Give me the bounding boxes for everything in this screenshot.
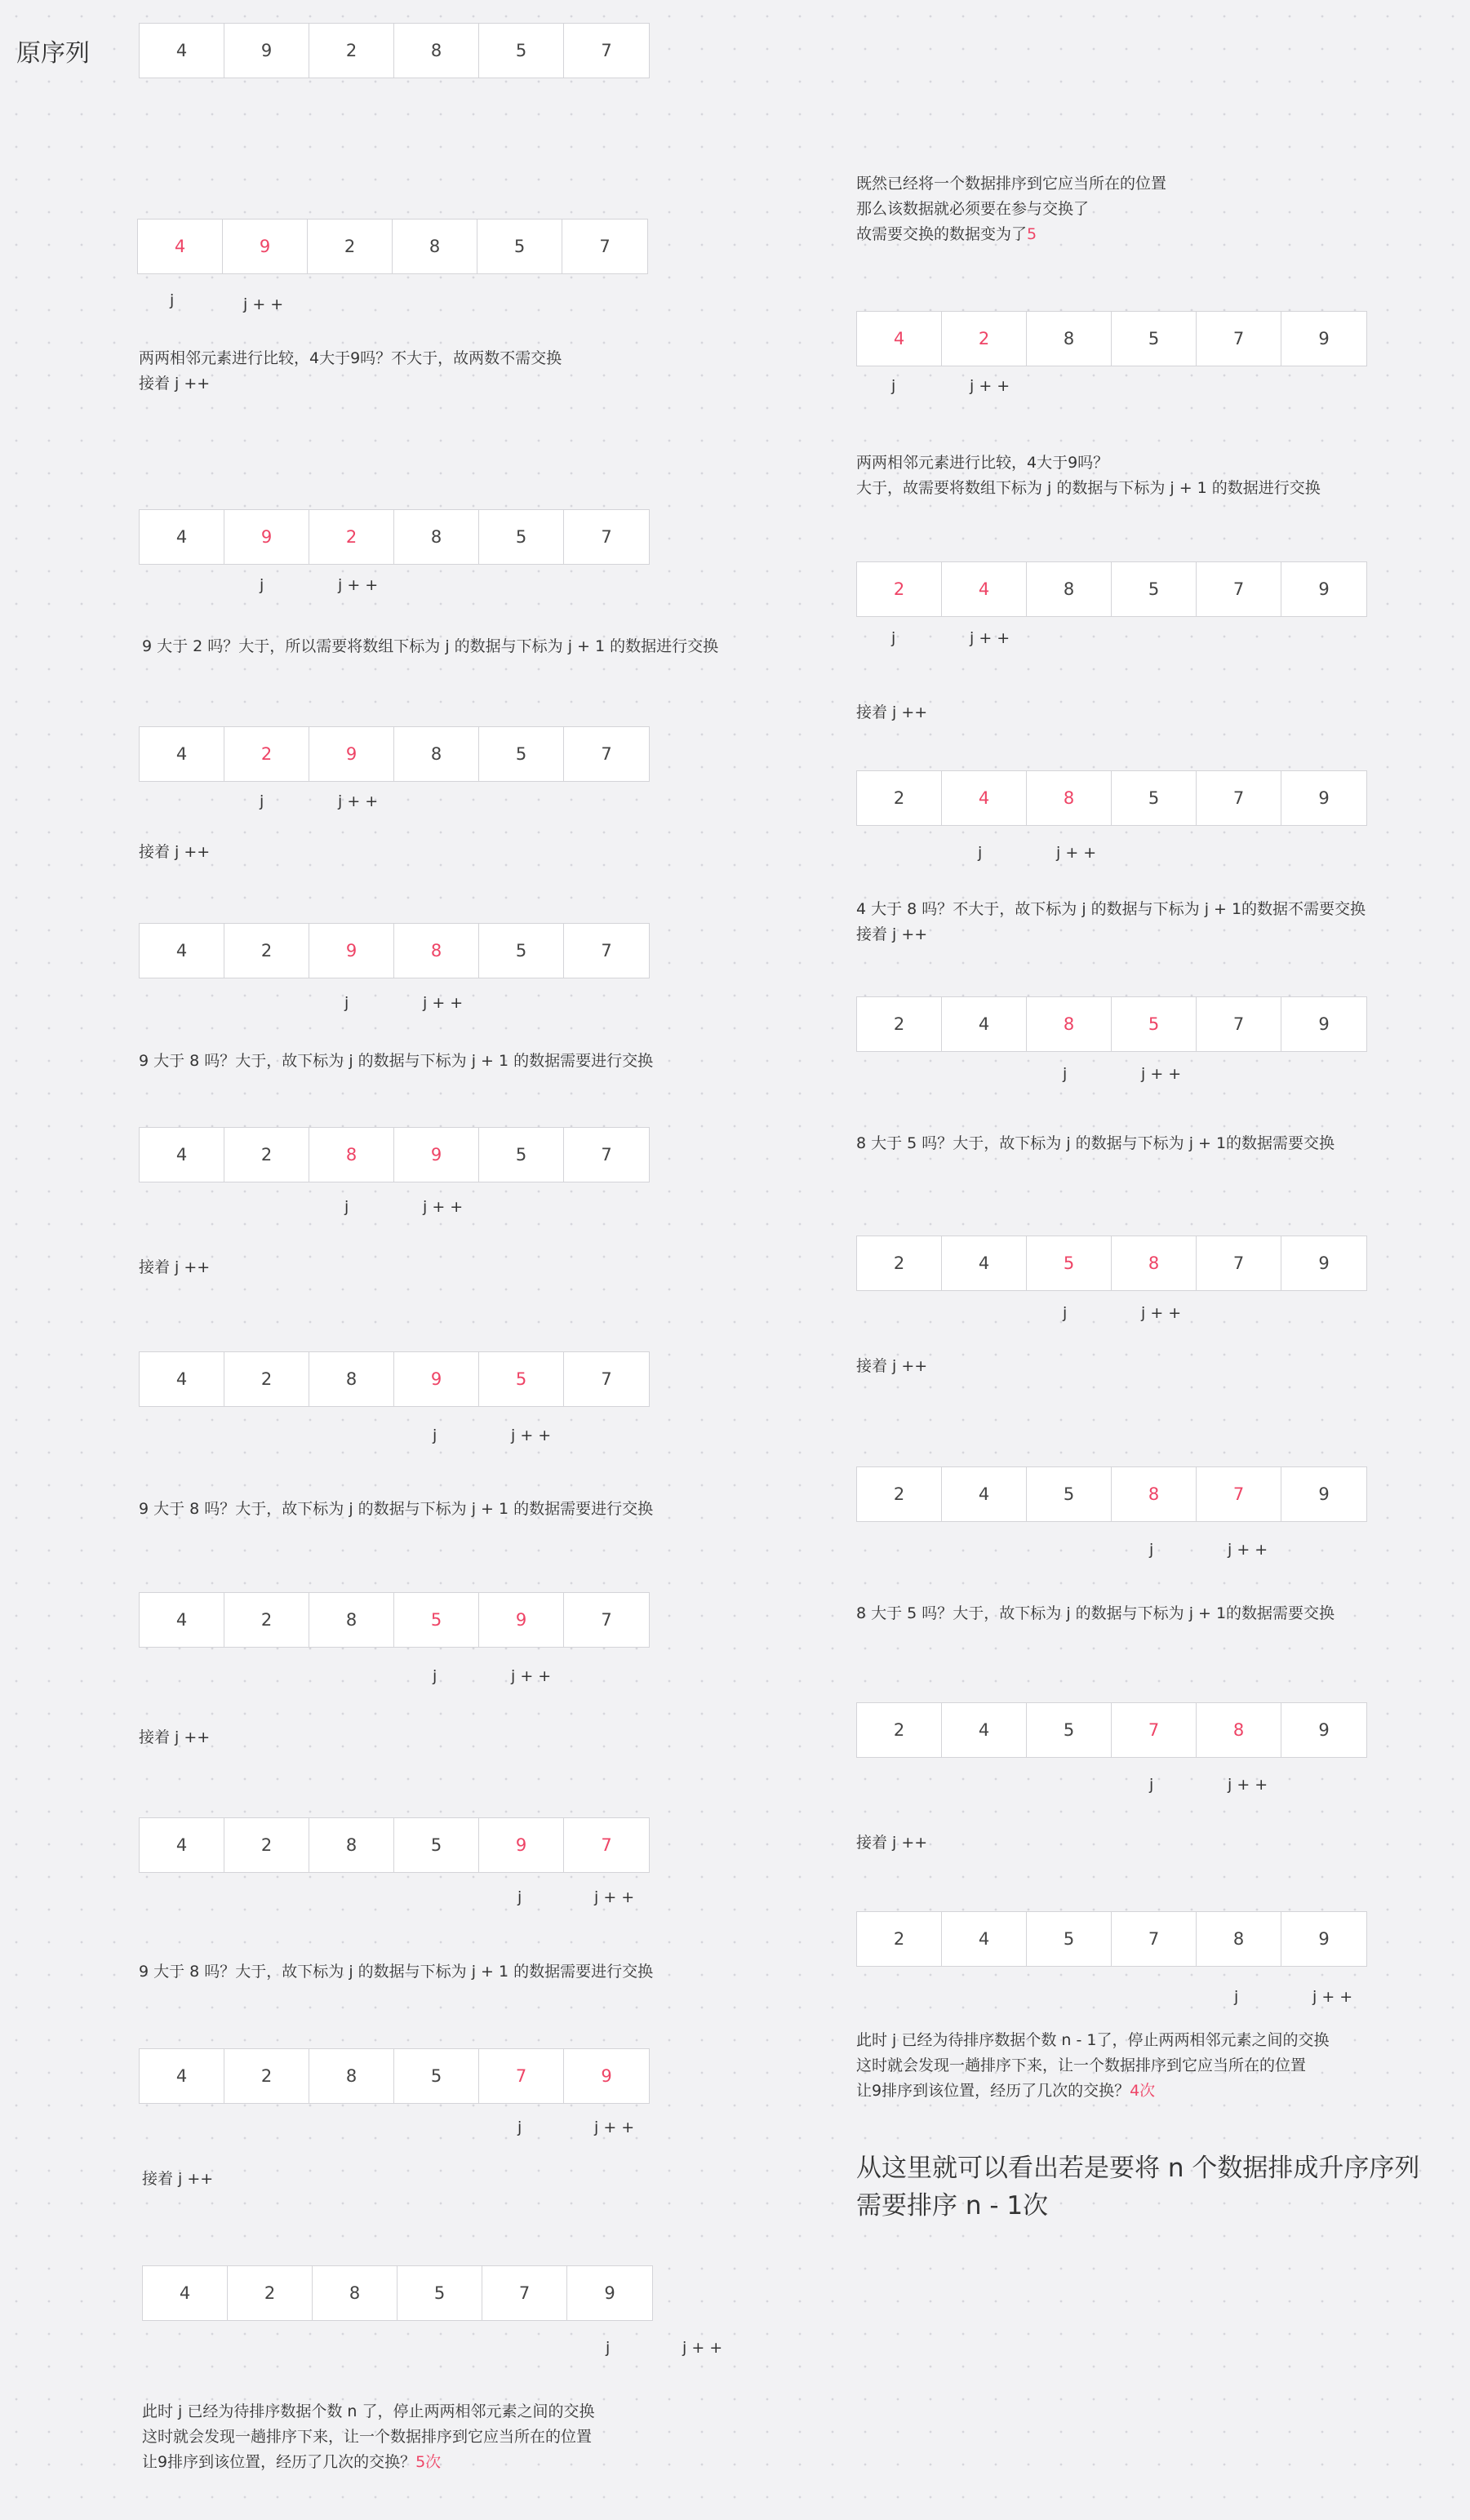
array-cell: 9 xyxy=(604,2283,615,2303)
array-cell: 8 xyxy=(309,2049,394,2103)
array-cell: 9 xyxy=(1318,579,1330,599)
array-cell: 8 xyxy=(1197,1703,1281,1757)
j-plus-plus-pointer: j + + xyxy=(682,2339,723,2357)
array-cell: 9 xyxy=(601,2066,612,2086)
array-cell: 5 xyxy=(397,2266,482,2320)
array-cell: 5 xyxy=(1112,771,1197,825)
array-cell: 7 xyxy=(599,237,611,256)
step-note: 8 大于 5 吗？大于，故下标为 j 的数据与下标为 j + 1的数据需要交换 xyxy=(856,1134,1335,1152)
array-cell: 8 xyxy=(1112,1467,1197,1521)
array-cell: 9 xyxy=(224,510,309,564)
array-cell: 8 xyxy=(309,1128,394,1182)
array-cell: 5 xyxy=(479,924,564,978)
array-cell: 2 xyxy=(857,771,942,825)
summary-note: 此时 j 已经为待排序数据个数 n 了，停止两两相邻元素之间的交换 这时就会发现一趟排序下来，让一个数据排序到它应当所在的位置 让9排序到该位置，经历了几次的交换？5次 xyxy=(142,2402,595,2471)
array-cell: 5 xyxy=(479,727,564,781)
j-pointer: j xyxy=(260,792,264,810)
array-cell: 4 xyxy=(140,1128,224,1182)
array-cell: 4 xyxy=(140,2049,224,2103)
array-cell: 8 xyxy=(1197,1912,1281,1966)
array-cell: 8 xyxy=(309,1818,394,1872)
array-cell: 8 xyxy=(1027,997,1112,1051)
array-cell: 5 xyxy=(394,2049,479,2103)
array-cell: 4 xyxy=(138,220,223,273)
sequence-title: 原序列 xyxy=(16,39,90,68)
array-cell: 9 xyxy=(309,924,394,978)
j-pointer: j xyxy=(606,2339,611,2357)
array-row xyxy=(139,923,650,978)
array-cell: 2 xyxy=(857,562,942,616)
array-cell: 8 xyxy=(309,1352,394,1406)
array-cell: 7 xyxy=(1197,1467,1281,1521)
array-cell: 4 xyxy=(942,771,1027,825)
array-cell: 8 xyxy=(394,24,479,78)
array-cell: 7 xyxy=(482,2266,567,2320)
array-row xyxy=(856,1466,1367,1522)
array-cell: 5 xyxy=(479,1352,564,1406)
j-pointer: j xyxy=(891,377,896,395)
array-cell: 2 xyxy=(224,1818,309,1872)
array-cell: 7 xyxy=(1197,1236,1281,1290)
step-note: 9 大于 8 吗？大于，故下标为 j 的数据与下标为 j + 1 的数据需要进行交换 xyxy=(139,1963,654,1981)
array-cell: 4 xyxy=(140,1593,224,1647)
j-pointer: j xyxy=(1149,1541,1154,1559)
array-cell: 7 xyxy=(1197,997,1281,1051)
array-cell: 8 xyxy=(394,727,479,781)
step-note: 接着 j ++ xyxy=(856,1357,928,1375)
array-cell: 8 xyxy=(393,220,477,273)
step-note: 9 大于 8 吗？大于，故下标为 j 的数据与下标为 j + 1 的数据需要进行交换 xyxy=(139,1500,654,1518)
step-note: 两两相邻元素进行比较，4大于9吗？ 大于，故需要将数组下标为 j 的数据与下标为 j + 1 的数据进行交换 xyxy=(856,454,1321,497)
array-cell: 4 xyxy=(942,1467,1027,1521)
array-cell: 4 xyxy=(140,1818,224,1872)
array-cell: 8 xyxy=(394,510,479,564)
j-pointer: j xyxy=(891,629,896,647)
array-cell: 9 xyxy=(394,1128,479,1182)
array-cell: 2 xyxy=(857,1467,942,1521)
j-plus-plus-pointer: j + + xyxy=(970,377,1010,395)
array-cell: 7 xyxy=(1112,1912,1197,1966)
j-pointer: j xyxy=(344,1198,349,1216)
array-row xyxy=(139,1817,650,1873)
swap-count: 5次 xyxy=(415,2453,442,2471)
array-cell: 8 xyxy=(1027,771,1112,825)
array-cell: 4 xyxy=(143,2266,228,2320)
j-plus-plus-pointer: j + + xyxy=(594,2118,635,2136)
j-plus-plus-pointer: j + + xyxy=(243,295,284,313)
array-cell: 4 xyxy=(140,1352,224,1406)
step-note: 接着 j ++ xyxy=(856,703,928,721)
array-cell: 4 xyxy=(140,510,224,564)
step-note: 接着 j ++ xyxy=(856,1834,928,1852)
array-cell: 4 xyxy=(857,312,942,366)
array-cell: 4 xyxy=(942,1236,1027,1290)
j-plus-plus-pointer: j + + xyxy=(423,994,464,1012)
j-plus-plus-pointer: j + + xyxy=(594,1888,635,1906)
array-cell: 2 xyxy=(942,312,1027,366)
array-cell: 7 xyxy=(601,941,612,961)
j-plus-plus-pointer: j + + xyxy=(1141,1304,1182,1322)
array-row xyxy=(856,1911,1367,1967)
array-cell: 7 xyxy=(1197,312,1281,366)
j-pointer: j xyxy=(517,1888,522,1906)
array-cell: 5 xyxy=(477,220,562,273)
j-plus-plus-pointer: j + + xyxy=(970,629,1010,647)
array-cell: 4 xyxy=(140,924,224,978)
array-cell: 9 xyxy=(1318,1929,1330,1949)
step-note: 4 大于 8 吗？不大于，故下标为 j 的数据与下标为 j + 1的数据不需要交换 接着 j ++ xyxy=(856,900,1366,943)
array-cell: 7 xyxy=(601,744,612,764)
j-pointer: j xyxy=(1063,1065,1068,1083)
step-note: 接着 j ++ xyxy=(139,1258,211,1276)
array-cell: 4 xyxy=(942,562,1027,616)
array-cell: 9 xyxy=(1318,1484,1330,1504)
array-row xyxy=(139,23,650,78)
step-note: 接着 j ++ xyxy=(139,843,211,861)
array-cell: 8 xyxy=(313,2266,397,2320)
array-cell: 7 xyxy=(1197,562,1281,616)
array-cell: 5 xyxy=(1027,1236,1112,1290)
array-cell: 9 xyxy=(1318,1253,1330,1273)
array-cell: 9 xyxy=(1318,788,1330,808)
array-cell: 2 xyxy=(857,1236,942,1290)
array-cell: 9 xyxy=(479,1593,564,1647)
array-cell: 9 xyxy=(1318,1014,1330,1034)
array-cell: 7 xyxy=(601,1369,612,1389)
step-note: 8 大于 5 吗？大于，故下标为 j 的数据与下标为 j + 1的数据需要交换 xyxy=(856,1604,1335,1622)
j-plus-plus-pointer: j + + xyxy=(423,1198,464,1216)
conclusion: 从这里就可以看出若是要将 n 个数据排成升序序列 需要排序 n - 1次 xyxy=(856,2154,1420,2221)
array-cell: 2 xyxy=(224,2049,309,2103)
array-row xyxy=(137,219,648,274)
array-row xyxy=(139,2048,650,2104)
array-cell: 5 xyxy=(1027,1703,1112,1757)
array-cell: 2 xyxy=(224,1128,309,1182)
array-cell: 5 xyxy=(479,24,564,78)
array-cell: 5 xyxy=(394,1593,479,1647)
step-note: 两两相邻元素进行比较，4大于9吗？不大于，故两数不需交换 接着 j ++ xyxy=(139,349,562,393)
array-cell: 2 xyxy=(857,1912,942,1966)
array-cell: 4 xyxy=(140,727,224,781)
summary-note: 此时 j 已经为待排序数据个数 n - 1了，停止两两相邻元素之间的交换 这时就会发现一趟排序下来，让一个数据排序到它应当所在的位置 让9排序到该位置，经历了几次的交换？4次 xyxy=(856,2031,1330,2100)
array-cell: 9 xyxy=(224,24,309,78)
array-cell: 9 xyxy=(309,727,394,781)
array-row xyxy=(139,509,650,565)
array-cell: 5 xyxy=(479,510,564,564)
array-cell: 7 xyxy=(601,1145,612,1165)
array-cell: 4 xyxy=(942,1703,1027,1757)
step-note: 9 大于 8 吗？大于，故下标为 j 的数据与下标为 j + 1 的数据需要进行交换 xyxy=(139,1052,654,1070)
array-cell: 5 xyxy=(394,1818,479,1872)
array-row xyxy=(142,2265,653,2321)
j-plus-plus-pointer: j + + xyxy=(511,1426,552,1444)
j-pointer: j xyxy=(1149,1776,1154,1794)
array-cell: 9 xyxy=(1318,1720,1330,1740)
j-plus-plus-pointer: j + + xyxy=(1228,1541,1268,1559)
step-note: 接着 j ++ xyxy=(139,1728,211,1746)
array-row xyxy=(856,311,1367,366)
j-plus-plus-pointer: j + + xyxy=(1056,844,1097,862)
array-cell: 9 xyxy=(479,1818,564,1872)
array-row xyxy=(856,770,1367,826)
j-pointer: j xyxy=(344,994,349,1012)
array-cell: 5 xyxy=(479,1128,564,1182)
j-plus-plus-pointer: j + + xyxy=(1228,1776,1268,1794)
array-row xyxy=(139,1127,650,1182)
array-row xyxy=(139,1351,650,1407)
array-cell: 9 xyxy=(394,1352,479,1406)
array-cell: 8 xyxy=(394,924,479,978)
array-cell: 2 xyxy=(857,997,942,1051)
j-plus-plus-pointer: j + + xyxy=(1312,1988,1353,2006)
array-cell: 5 xyxy=(1112,562,1197,616)
array-cell: 4 xyxy=(942,1912,1027,1966)
j-pointer: j xyxy=(433,1667,437,1685)
array-row xyxy=(856,561,1367,617)
array-cell: 2 xyxy=(228,2266,313,2320)
remaining-count: 5 xyxy=(1027,225,1037,243)
array-row xyxy=(139,726,650,782)
j-plus-plus-pointer: j + + xyxy=(338,576,379,594)
array-cell: 2 xyxy=(224,1593,309,1647)
swap-count: 4次 xyxy=(1130,2082,1156,2100)
j-plus-plus-pointer: j + + xyxy=(1141,1065,1182,1083)
array-cell: 2 xyxy=(309,24,394,78)
array-row xyxy=(856,996,1367,1052)
array-cell: 2 xyxy=(308,220,393,273)
array-cell: 8 xyxy=(309,1593,394,1647)
array-cell: 2 xyxy=(224,924,309,978)
j-pointer: j xyxy=(1234,1988,1239,2006)
array-cell: 4 xyxy=(942,997,1027,1051)
array-cell: 8 xyxy=(1027,562,1112,616)
array-cell: 9 xyxy=(223,220,308,273)
array-cell: 2 xyxy=(857,1703,942,1757)
array-row xyxy=(856,1236,1367,1291)
array-cell: 8 xyxy=(1112,1236,1197,1290)
array-cell: 5 xyxy=(1112,312,1197,366)
array-cell: 2 xyxy=(224,727,309,781)
array-cell: 7 xyxy=(601,527,612,547)
array-cell: 5 xyxy=(1027,1912,1112,1966)
array-cell: 7 xyxy=(479,2049,564,2103)
j-pointer: j xyxy=(170,291,175,309)
array-cell: 7 xyxy=(1112,1703,1197,1757)
array-row xyxy=(139,1592,650,1648)
array-cell: 2 xyxy=(224,1352,309,1406)
array-cell: 4 xyxy=(140,24,224,78)
array-cell: 7 xyxy=(1197,771,1281,825)
array-cell: 5 xyxy=(1112,997,1197,1051)
j-pointer: j xyxy=(1063,1304,1068,1322)
j-pointer: j xyxy=(517,2118,522,2136)
array-cell: 7 xyxy=(601,1835,612,1855)
step-note: 9 大于 2 吗？大于，所以需要将数组下标为 j 的数据与下标为 j + 1 的数据进行交换 xyxy=(142,637,719,655)
array-row xyxy=(856,1702,1367,1758)
array-cell: 7 xyxy=(601,1610,612,1630)
array-cell: 8 xyxy=(1027,312,1112,366)
array-cell: 2 xyxy=(309,510,394,564)
j-pointer: j xyxy=(260,576,264,594)
array-cell: 5 xyxy=(1027,1467,1112,1521)
array-cell: 7 xyxy=(601,41,612,60)
j-plus-plus-pointer: j + + xyxy=(338,792,379,810)
step-note: 接着 j ++ xyxy=(142,2170,214,2188)
j-plus-plus-pointer: j + + xyxy=(511,1667,552,1685)
intro-note: 既然已经将一个数据排序到它应当所在的位置 那么该数据就必须要在参与交换了 故需要交换的数据变为了5 xyxy=(856,175,1167,243)
array-cell: 9 xyxy=(1318,329,1330,348)
j-pointer: j xyxy=(978,844,983,862)
j-pointer: j xyxy=(433,1426,437,1444)
